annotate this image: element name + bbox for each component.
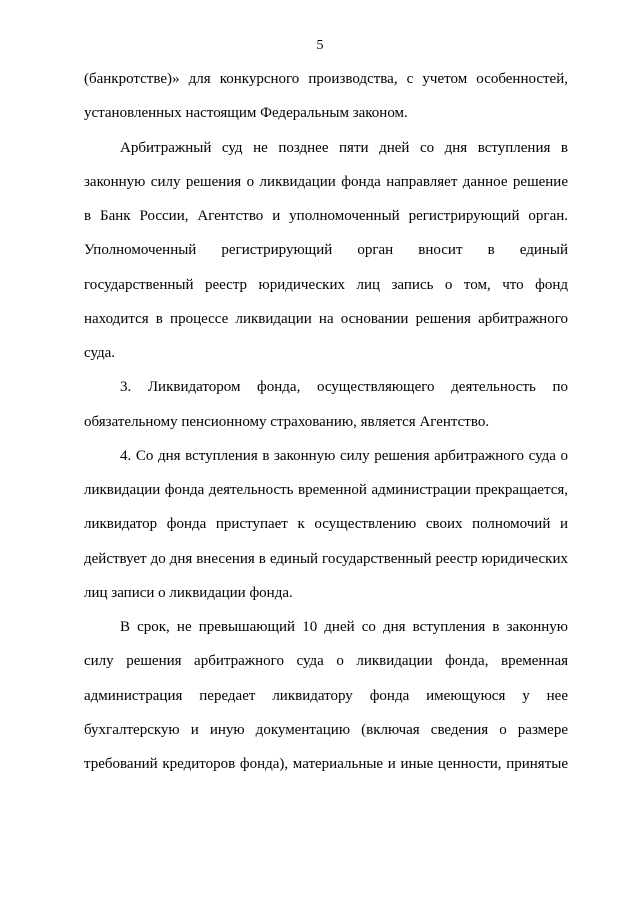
document-body — [84, 62, 568, 781]
text-line: Уполномоченный регистрирующий орган вносит в единый — [84, 242, 568, 259]
text-line: 4. Со дня вступления в законную силу решения арбитражного суда о — [120, 447, 568, 464]
text-line: В срок, не превышающий 10 дней со дня вступления в законную — [120, 619, 568, 635]
text-line: законную силу решения о ликвидации фонда направляет данное решение — [84, 173, 568, 190]
text-line: в Банк России, Агентство и уполномоченный регистрирующий орган. — [84, 208, 568, 224]
text-line: ликвидации фонда деятельность временной администрации прекращается, — [84, 482, 568, 498]
text-line: 3. Ликвидатором фонда, осуществляющего деятельность по — [120, 379, 568, 396]
page-number: 5 — [316, 38, 324, 53]
text-line: бухгалтерскую и иную документацию (включая сведения о размере — [84, 721, 568, 738]
text-line: ликвидатор фонда приступает к осуществлению своих полномочий и — [84, 516, 568, 533]
text-line: (банкротстве)» для конкурсного производства, с учетом особенностей, — [84, 71, 568, 87]
text-line: обязательному пенсионному страхованию, является Агентство. — [84, 413, 490, 430]
text-line: установленных настоящим Федеральным законом. — [84, 105, 408, 122]
text-line: Арбитражный суд не позднее пяти дней со дня вступления в — [120, 139, 568, 156]
text-line: государственный реестр юридических лиц запись о том, что фонд — [84, 276, 568, 293]
text-line: администрация передает ликвидатору фонда имеющуюся у нее — [84, 687, 568, 704]
text-line: требований кредиторов фонда), материальные и иные ценности, принятые — [84, 756, 568, 772]
text-line: действует до дня внесения в единый государственный реестр юридических — [84, 550, 568, 567]
text-line: находится в процессе ликвидации на основании решения арбитражного — [84, 310, 568, 327]
text-line: лиц записи о ликвидации фонда. — [84, 584, 293, 601]
text-line: силу решения арбитражного суда о ликвидации фонда, временная — [84, 653, 568, 670]
text-line: суда. — [84, 345, 116, 361]
